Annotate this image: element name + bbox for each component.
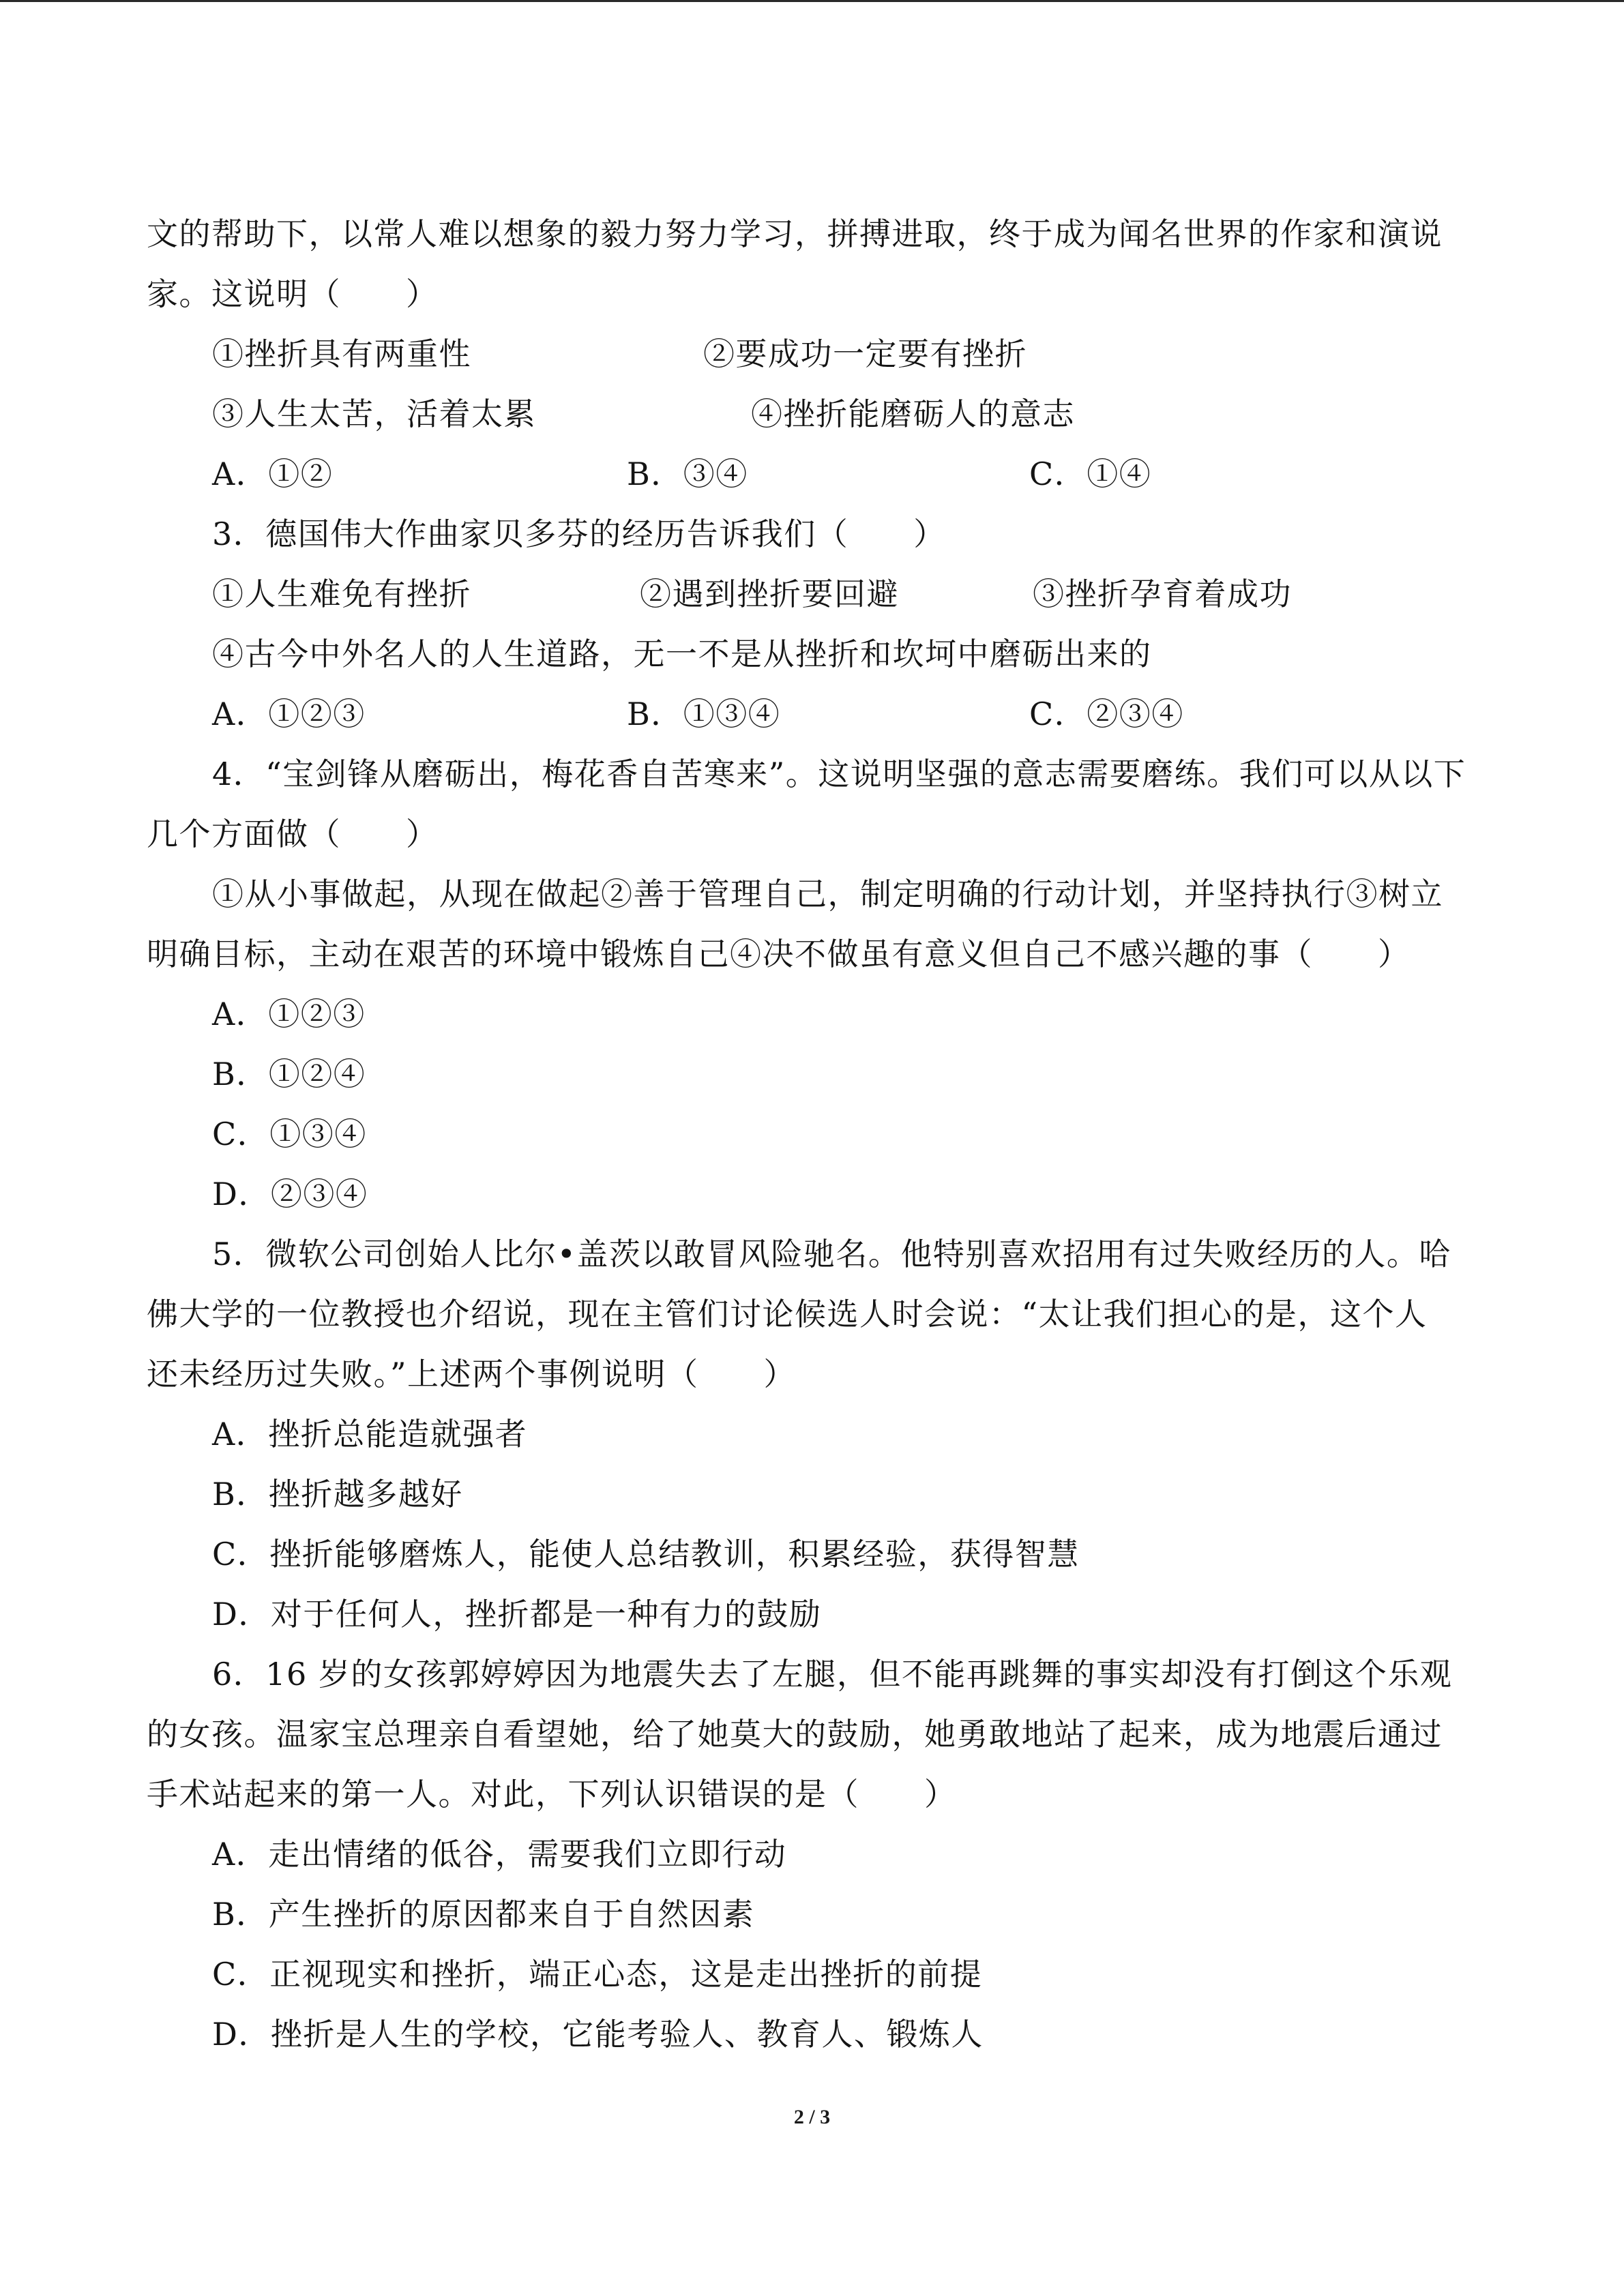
question-stem-text: 手术站起来的第一人。对此，下列认识错误的是（ ）: [147, 1776, 957, 1813]
q3-statement-row-1: [0, 564, 1624, 624]
q6-stem-line-2: [0, 1704, 1624, 1764]
q5-choice-a: [0, 1404, 1624, 1464]
statement-2: ②遇到挫折要回避: [640, 576, 899, 612]
q3-stem-line: [0, 504, 1624, 564]
choice-b: B．挫折越多越好: [212, 1476, 463, 1512]
question-stem-text: 的女孩。温家宝总理亲自看望她，给了她莫大的鼓励，她勇敢地站了起来，成为地震后通过: [147, 1716, 1443, 1753]
statement-text: ①从小事做起，从现在做起②善于管理自己，制定明确的行动计划，并坚持执行③树立: [212, 876, 1443, 912]
statement-text: 明确目标，主动在艰苦的环境中锻炼自己④决不做虽有意义但自己不感兴趣的事（ ）: [147, 936, 1411, 972]
choice-a: A．走出情绪的低谷，需要我们立即行动: [212, 1836, 787, 1873]
q4-choice-b: [0, 1044, 1624, 1104]
q5-stem-line-1: [0, 1224, 1624, 1284]
statement-4: ④挫折能磨砺人的意志: [751, 396, 1075, 432]
q2-statement-row-2: [0, 384, 1624, 444]
q4-statement-line-1: [0, 864, 1624, 924]
q6-choice-a: [0, 1824, 1624, 1884]
statement-1: ①挫折具有两重性: [212, 336, 471, 372]
choice-c: C．②③④: [1029, 696, 1184, 732]
question-stem-text: 还未经历过失败。”上述两个事例说明（ ）: [147, 1356, 797, 1392]
question-stem-text: 家。这说明（ ）: [147, 275, 439, 312]
question-stem-text: 3．德国伟大作曲家贝多芬的经历告诉我们（ ）: [212, 516, 946, 552]
q2-statement-row-1: [0, 324, 1624, 384]
choice-c: C．挫折能够磨炼人，能使人总结教训，积累经验，获得智慧: [212, 1536, 1080, 1572]
statement-4: ④古今中外名人的人生道路，无一不是从挫折和坎坷中磨砺出来的: [212, 636, 1152, 672]
statement-3: ③挫折孕育着成功: [1033, 576, 1292, 612]
choice-c: C．①④: [1029, 456, 1152, 492]
q5-choice-b: [0, 1464, 1624, 1524]
choice-d: D．②③④: [212, 1176, 368, 1212]
q5-stem-line-2: [0, 1284, 1624, 1344]
q2-stem-line-1: [0, 204, 1624, 264]
statement-1: ①人生难免有挫折: [212, 576, 471, 612]
question-stem-text: 6．16 岁的女孩郭婷婷因为地震失去了左腿，但不能再跳舞的事实却没有打倒这个乐观: [212, 1656, 1453, 1693]
q4-stem-line-1: [0, 744, 1624, 804]
q6-choice-c: [0, 1944, 1624, 2004]
choice-b: B．①③④: [627, 696, 781, 732]
choice-b: B．产生挫折的原因都来自于自然因素: [212, 1896, 755, 1933]
q6-choice-d: [0, 2004, 1624, 2064]
statement-2: ②要成功一定要有挫折: [703, 336, 1027, 372]
choice-a: A．挫折总能造就强者: [212, 1416, 528, 1452]
question-stem-text: 佛大学的一位教授也介绍说，现在主管们讨论候选人时会说：“太让我们担心的是，这个人: [147, 1296, 1428, 1332]
choice-a: A．①②: [212, 456, 334, 492]
choice-c: C．正视现实和挫折，端正心态，这是走出挫折的前提: [212, 1956, 983, 1993]
choice-b: B．①②④: [212, 1056, 366, 1092]
q5-choice-c: [0, 1524, 1624, 1584]
q4-choice-a: [0, 984, 1624, 1044]
choice-d: D．挫折是人生的学校，它能考验人、教育人、锻炼人: [212, 2016, 984, 2053]
q6-choice-b: [0, 1884, 1624, 1944]
page-top-edge: [0, 0, 1624, 2]
q5-stem-line-3: [0, 1344, 1624, 1404]
q6-stem-line-1: [0, 1644, 1624, 1704]
q6-stem-line-3: [0, 1764, 1624, 1824]
choice-d: D．对于任何人，挫折都是一种有力的鼓励: [212, 1596, 822, 1632]
question-stem-text: 4．“宝剑锋从磨砺出，梅花香自苦寒来”。这说明坚强的意志需要磨练。我们可以从以下: [212, 756, 1466, 792]
q3-statement-row-2: [0, 624, 1624, 684]
q5-choice-d: [0, 1584, 1624, 1644]
question-stem-text: 5．微软公司创始人比尔•盖茨以敢冒风险驰名。他特别喜欢招用有过失败经历的人。哈: [212, 1236, 1451, 1272]
q4-stem-line-2: [0, 804, 1624, 864]
q4-choice-d: [0, 1164, 1624, 1224]
q4-choice-c: [0, 1104, 1624, 1164]
question-stem-text: 文的帮助下，以常人难以想象的毅力努力学习，拼搏进取，终于成为闻名世界的作家和演说: [147, 215, 1443, 252]
choice-a: A．①②③: [212, 996, 366, 1032]
q2-choice-row: [0, 444, 1624, 504]
q2-stem-line-2: [0, 264, 1624, 324]
q4-statement-line-2: [0, 924, 1624, 984]
choice-b: B．③④: [627, 456, 748, 492]
page-number: 2 / 3: [793, 2106, 831, 2128]
choice-c: C．①③④: [212, 1116, 367, 1152]
statement-3: ③人生太苦，活着太累: [212, 396, 536, 432]
question-stem-text: 几个方面做（ ）: [147, 816, 439, 852]
choice-a: A．①②③: [212, 696, 366, 732]
q3-choice-row: [0, 684, 1624, 744]
